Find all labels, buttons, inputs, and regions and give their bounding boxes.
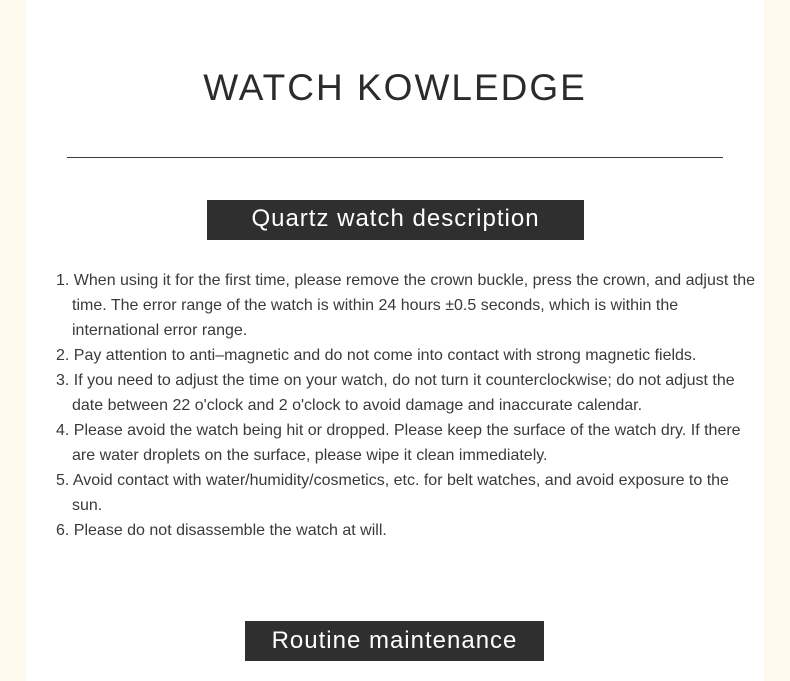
page-title: WATCH KOWLEDGE: [203, 67, 587, 108]
title-divider: [67, 157, 723, 158]
list-item: 1. When using it for the first time, please remove the crown buckle, press the crown, and adjust the time. The error range of the watch is within 24 hours ±0.5 seconds, which is within the international error range.: [56, 272, 756, 339]
section-heading-quartz-description: Quartz watch description: [207, 200, 584, 240]
list-item: 5. Avoid contact with water/humidity/cosmetics, etc. for belt watches, and avoid exposure to the sun.: [56, 472, 729, 514]
list-item: 4. Please avoid the watch being hit or dropped. Please keep the surface of the watch dry. If there are water droplets on the surface, please wipe it clean immediately.: [56, 422, 741, 464]
list-item: 3. If you need to adjust the time on your watch, do not turn it counterclockwise; do not adjust the date between 22 o'clock and 2 o'clock to avoid damage and inaccurate calendar.: [56, 372, 735, 414]
list-item: 6. Please do not disassemble the watch at will.: [56, 522, 387, 539]
section-heading-routine-maintenance: Routine maintenance: [245, 621, 544, 661]
list-item: 2. Pay attention to anti–magnetic and do not come into contact with strong magnetic fields.: [56, 347, 697, 364]
quartz-description-list: [56, 268, 756, 543]
